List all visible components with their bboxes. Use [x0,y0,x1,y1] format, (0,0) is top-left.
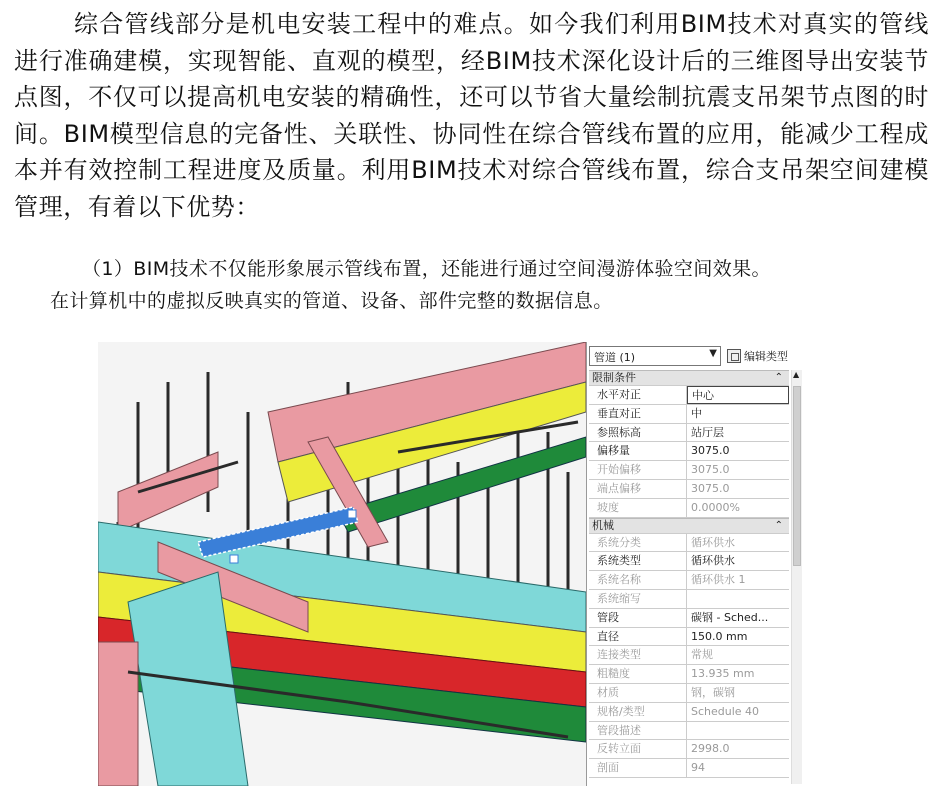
property-key: 系统类型 [589,552,687,570]
property-value [687,722,789,740]
property-row-readonly [589,461,789,480]
property-row-readonly [589,480,789,499]
properties-scrollbar[interactable] [791,370,802,784]
property-value: Schedule 40 [691,704,760,718]
property-key: 系统缩写 [589,590,687,608]
property-key: 直径 [589,628,687,646]
grip-handle-icon [348,510,356,518]
property-row-readonly [589,740,789,759]
bim-figure [98,342,804,786]
property-row[interactable] [589,552,789,571]
property-value: 0.0000% [691,500,740,514]
chevron-down-icon: ▼ [709,348,717,359]
property-row[interactable] [589,405,789,424]
property-value: 循环供水 1 [691,573,746,587]
grip-handle-icon [230,555,238,563]
bim-3d-model-view [98,342,586,786]
property-value[interactable]: 中 [691,406,702,420]
property-row[interactable] [589,442,789,461]
properties-grid [589,370,789,778]
scroll-up-icon: ▲ [793,370,800,379]
property-row[interactable] [589,628,789,647]
property-key: 粗糙度 [589,665,687,683]
properties-panel [586,342,804,786]
intro-paragraph: 综合管线部分是机电安装工程中的难点。如今我们利用BIM技术对真实的管线进行准确建模，实现智能、直观的模型，经BIM技术深化设计后的三维图导出安装节点图，不仅可以提高机电安装的精确性，还可以节省大量绘制抗震支吊架节点图的时间。BIM模型信息的完备性、关联性、协同性在综合管线布置的应用，能减少工程成本并有效控制工程进度及质量。利用BIM技术对综合管线布置，综合支吊架空间建模管理，有着以下优势： [14,10,929,221]
collapse-icon: ⌃ [774,372,783,383]
property-row-readonly [589,499,789,518]
property-key: 剖面 [589,759,687,777]
property-key: 坡度 [589,499,687,517]
property-value: 94 [691,761,705,775]
edit-type-button[interactable] [727,346,788,366]
type-selector-dropdown[interactable] [589,346,721,366]
property-key: 管段描述 [589,722,687,740]
property-key: 系统名称 [589,571,687,589]
property-value-field[interactable]: 中心 [687,386,789,404]
property-key: 管段 [589,609,687,627]
collapse-icon: ⌃ [774,519,783,531]
property-row-readonly [589,722,789,741]
property-row[interactable] [589,386,789,405]
property-value[interactable]: 3075.0 [691,444,730,458]
property-value[interactable]: 循环供水 [691,554,735,568]
property-row-readonly [589,703,789,722]
edit-type-icon [727,349,741,363]
property-value[interactable]: 碳钢 - Sched... [691,610,769,624]
property-value: 循环供水 [691,535,735,549]
property-row[interactable] [589,424,789,443]
pink-duct-corner [98,642,138,786]
property-row-readonly [589,684,789,703]
section-title: 限制条件 [592,371,636,384]
property-key: 水平对正 [589,386,687,404]
property-value[interactable]: 站厅层 [691,425,724,439]
property-value [687,590,789,608]
section-constraints[interactable] [589,370,789,386]
scrollbar-thumb[interactable] [793,386,801,566]
property-key: 垂直对正 [589,405,687,423]
property-row-readonly [589,759,789,778]
property-key: 材质 [589,684,687,702]
property-row[interactable] [589,609,789,628]
property-value: 13.935 mm [691,667,755,681]
property-row-readonly [589,534,789,553]
type-selector-label: 管道 (1) [594,351,636,364]
property-row-readonly [589,590,789,609]
property-value: 常规 [691,648,713,662]
property-row-readonly [589,665,789,684]
edit-type-label: 编辑类型 [744,350,788,363]
section-title: 机械 [592,518,614,532]
property-key: 开始偏移 [589,461,687,479]
property-row-readonly [589,646,789,665]
property-value: 2998.0 [691,742,730,756]
property-key: 偏移量 [589,442,687,460]
property-value: 钢，碳钢 [691,685,735,699]
property-value: 3075.0 [691,463,730,477]
property-key: 参照标高 [589,424,687,442]
pipeline-model-drawing [98,342,586,786]
property-key: 连接类型 [589,646,687,664]
property-value[interactable]: 150.0 mm [691,629,748,643]
property-key: 规格/类型 [589,703,687,721]
advantage-point-2: 在计算机中的虚拟反映真实的管道、设备、部件完整的数据信息。 [50,290,613,312]
advantage-point-1: （1）BIM技术不仅能形象展示管线布置，还能进行通过空间漫游体验空间效果。 [82,258,771,280]
section-mechanical[interactable] [589,518,789,534]
property-value: 3075.0 [691,481,730,495]
property-key: 反转立面 [589,740,687,758]
property-key: 端点偏移 [589,480,687,498]
property-row-readonly [589,571,789,590]
property-key: 系统分类 [589,534,687,552]
